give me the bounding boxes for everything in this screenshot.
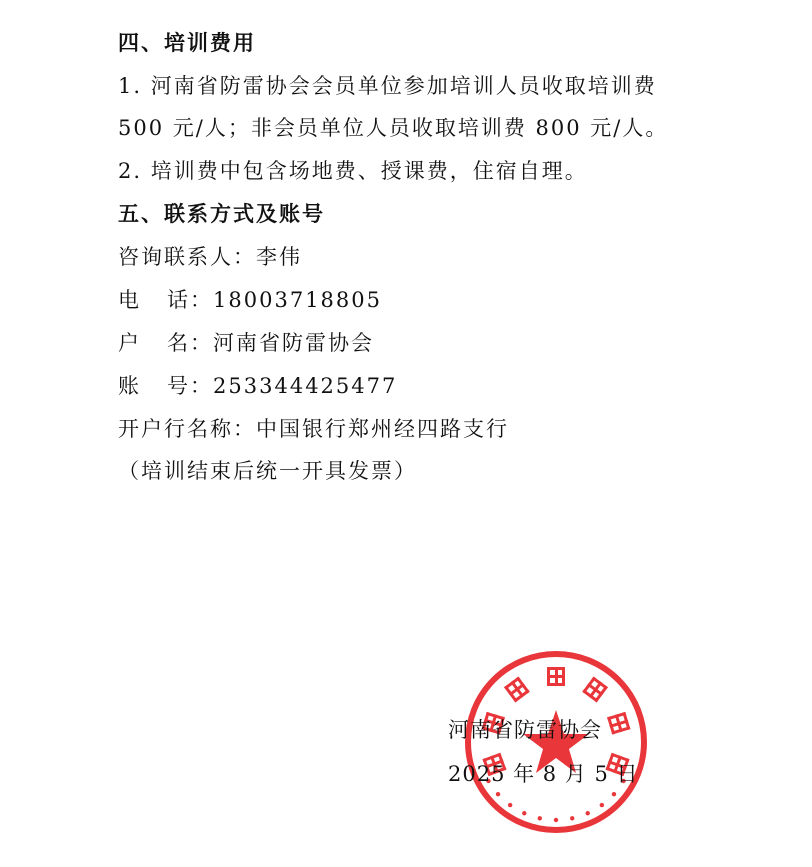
fee-item-2: 2. 培训费中包含场地费、授课费，住宿自理。 <box>118 159 588 183</box>
stamp-code-dot <box>554 818 558 822</box>
stamp-glyph <box>547 667 565 686</box>
fee-item-1: 1. 河南省防雷协会会员单位参加培训人员收取培训费 <box>118 74 657 98</box>
signature-org: 河南省防雷协会 <box>448 718 602 742</box>
bank-name: 开户行名称：中国银行郑州经四路支行 <box>118 417 509 441</box>
stamp-glyph <box>607 712 630 735</box>
account-number: 账 号：253344425477 <box>118 374 398 398</box>
stamp-code-dot <box>496 792 500 796</box>
invoice-note: （培训结束后统一开具发票） <box>118 459 417 483</box>
phone: 电 话：18003718805 <box>118 288 382 312</box>
stamp-code-dot <box>612 792 616 796</box>
section-5-heading: 五、联系方式及账号 <box>118 202 325 226</box>
stamp-glyph <box>582 676 608 702</box>
stamp-glyph <box>504 676 530 702</box>
section-4-heading: 四、培训费用 <box>118 31 256 55</box>
contact-person: 咨询联系人：李伟 <box>118 245 302 269</box>
stamp-code-dot <box>586 811 590 815</box>
stamp-code-dot <box>570 816 574 820</box>
stamp-code-dot <box>600 803 604 807</box>
stamp-code-dot <box>538 816 542 820</box>
fee-item-1-cont: 500 元/人；非会员单位人员收取培训费 800 元/人。 <box>118 116 669 140</box>
account-name: 户 名：河南省防雷协会 <box>118 331 375 355</box>
stamp-code-dot <box>508 803 512 807</box>
signature-date: 2025 年 8 月 5 日 <box>448 762 639 786</box>
stamp-code-dot <box>522 811 526 815</box>
